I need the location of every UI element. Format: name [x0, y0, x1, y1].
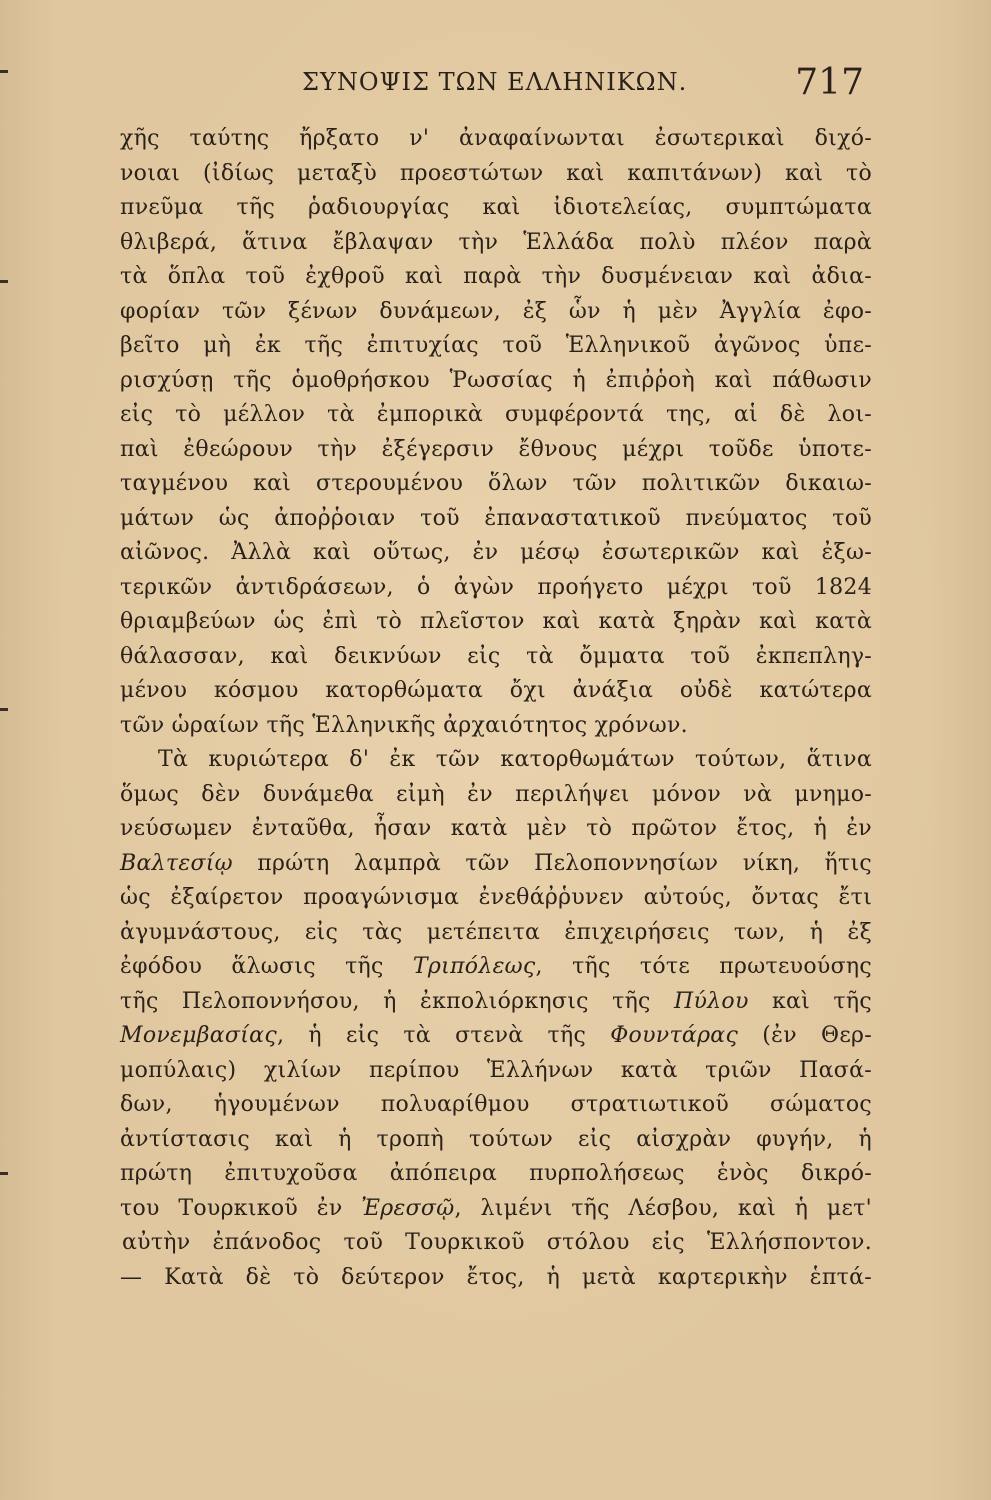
text-line: ταγμένου καὶ στερουμένου ὅλων τῶν πολιτικῶν δικαιω-: [120, 471, 872, 496]
text-line: [120, 847, 872, 882]
margin-mark: [0, 70, 8, 73]
body-text: [120, 122, 872, 1295]
text-line: δων, ἡγουμένων πολυαρίθμου στρατιωτικοῦ σώματος: [120, 1092, 872, 1117]
text-segment: τῆς Πελοποννήσου, ἡ ἐκπολιόρκησις τῆς: [120, 988, 674, 1014]
text-line: θάλασσαν, καὶ δεικνύων εἰς τὰ ὄμματα τοῦ ἐκπεπληγ-: [120, 643, 872, 669]
text-line: φορίαν τῶν ξένων δυνάμεων, ἐξ ὧν ἡ μὲν Ἀγγλία ἐφο-: [120, 298, 872, 324]
running-title: ΣΥΝΟΨΙΣ ΤΩΝ ΕΛΛΗΝΙΚΩΝ.: [302, 68, 688, 96]
margin-mark: [0, 1172, 8, 1175]
page-header: [120, 62, 872, 106]
text-line: μένου κόσμου κατορθώματα ὄχι ἀνάξια οὐδὲ κατώτερα: [120, 678, 872, 703]
text-segment: , λιμένι τῆς Λέσβου, καὶ ἡ μετ': [454, 1195, 872, 1221]
text-line: ὅμως δὲν δυνάμεθα εἰμὴ ἐν περιλήψει μόνον νὰ μνημο-: [120, 781, 872, 807]
text-line: μοπύλαις) χιλίων περίπου Ἑλλήνων κατὰ τριῶν Πασά-: [120, 1057, 872, 1083]
text-line: μάτων ὡς ἀποῤῥοιαν τοῦ ἐπαναστατικοῦ πνεύματος τοῦ: [120, 505, 872, 531]
italic-place-name: Βαλτεσίῳ: [120, 850, 233, 876]
text-line: τῶν ὡραίων τῆς Ἑλληνικῆς ἀρχαιότητος χρόνων.: [120, 712, 688, 738]
text-line: παὶ ἐθεώρουν τὴν ἐξέγερσιν ἔθνους μέχρι τοῦδε ὑποτε-: [120, 436, 872, 462]
text-line: νοιαι (ἰδίως μεταξὺ προεστώτων καὶ καπιτάνων) καὶ τὸ: [120, 160, 872, 186]
text-line: [120, 950, 872, 985]
text-line: βεῖτο μὴ ἐκ τῆς ἐπιτυχίας τοῦ Ἑλληνικοῦ ἀγῶνος ὑπε-: [120, 333, 872, 358]
text-line: εἰς τὸ μέλλον τὰ ἐμπορικὰ συμφέροντά της, αἱ δὲ λοι-: [120, 402, 872, 427]
text-line: χῆς ταύτης ἤρξατο ν' ἀναφαίνωνται ἐσωτερικαὶ διχό-: [120, 126, 872, 151]
margin-mark: [0, 708, 8, 711]
page-number: 717: [795, 62, 864, 103]
text-segment: ἐφόδου ἅλωσις τῆς: [120, 954, 413, 979]
italic-place-name: Μονεμβασίας: [120, 1023, 277, 1048]
text-segment: πρώτη λαμπρὰ τῶν Πελοποννησίων νίκη, ἥτις: [232, 850, 872, 876]
text-line: αἰῶνος. Ἀλλὰ καὶ οὕτως, ἐν μέσῳ ἐσωτερικῶν καὶ ἐξω-: [120, 540, 872, 565]
text-line: — Κατὰ δὲ τὸ δεύτερον ἔτος, ἡ μετὰ καρτερικὴν ἑπτά-: [120, 1264, 872, 1290]
italic-place-name: Ἐρεσσῷ: [361, 1195, 455, 1221]
text-segment: του Τουρκικοῦ ἐν: [120, 1195, 362, 1221]
text-line: [120, 1019, 872, 1054]
text-line: [120, 1192, 872, 1227]
italic-place-name: Τριπόλεως: [412, 954, 536, 979]
text-segment: (ἐν Θερ-: [738, 1023, 872, 1048]
italic-place-name: Πύλου: [674, 988, 749, 1014]
text-line: [120, 985, 872, 1020]
text-line: νεύσωμεν ἐνταῦθα, ἦσαν κατὰ μὲν τὸ πρῶτον ἔτος, ἡ ἐν: [120, 816, 872, 841]
text-segment: καὶ τῆς: [748, 988, 872, 1014]
text-line: πρώτη ἐπιτυχοῦσα ἀπόπειρα πυρπολήσεως ἑνὸς δικρό-: [120, 1161, 872, 1186]
text-line: ἀγυμνάστους, εἰς τὰς μετέπειτα ἐπιχειρήσεις των, ἡ ἐξ: [120, 919, 872, 945]
text-line: τερικῶν ἀντιδράσεων, ὁ ἀγὼν προήγετο μέχρι τοῦ 1824: [120, 574, 872, 600]
italic-place-name: Φουντάρας: [610, 1023, 739, 1048]
text-line: θριαμβεύων ὡς ἐπὶ τὸ πλεῖστον καὶ κατὰ ξηρὰν καὶ κατὰ: [120, 609, 872, 634]
text-line: θλιβερά, ἅτινα ἔβλαψαν τὴν Ἑλλάδα πολὺ πλέον παρὰ: [120, 229, 872, 255]
text-line: ὡς ἐξαίρετον προαγώνισμα ἐνεθάῤῥυνεν αὐτούς, ὄντας ἔτι: [120, 885, 872, 910]
text-line: Τὰ κυριώτερα δ' ἐκ τῶν κατορθωμάτων τούτων, ἅτινα: [158, 747, 872, 772]
text-line: ρισχύσῃ τῆς ὁμοθρήσκου Ῥωσσίας ἡ ἐπιῤῥοὴ καὶ πάθωσιν: [120, 367, 872, 393]
text-segment: , τῆς τότε πρωτευούσης: [535, 954, 872, 979]
text-line: ἀντίστασις καὶ ἡ τροπὴ τούτων εἰς αἰσχρὰν φυγήν, ἡ: [120, 1126, 872, 1152]
text-line: πνεῦμα τῆς ῥαδιουργίας καὶ ἰδιοτελείας, συμπτώματα: [120, 195, 872, 220]
margin-mark: [0, 280, 8, 283]
text-segment: , ἡ εἰς τὰ στενὰ τῆς: [276, 1023, 611, 1048]
text-line: τὰ ὅπλα τοῦ ἐχθροῦ καὶ παρὰ τὴν δυσμένειαν καὶ ἀδια-: [120, 264, 872, 289]
text-line: αὐτὴν ἐπάνοδος τοῦ Τουρκικοῦ στόλου εἰς Ἑλλήσποντον.: [122, 1230, 872, 1255]
